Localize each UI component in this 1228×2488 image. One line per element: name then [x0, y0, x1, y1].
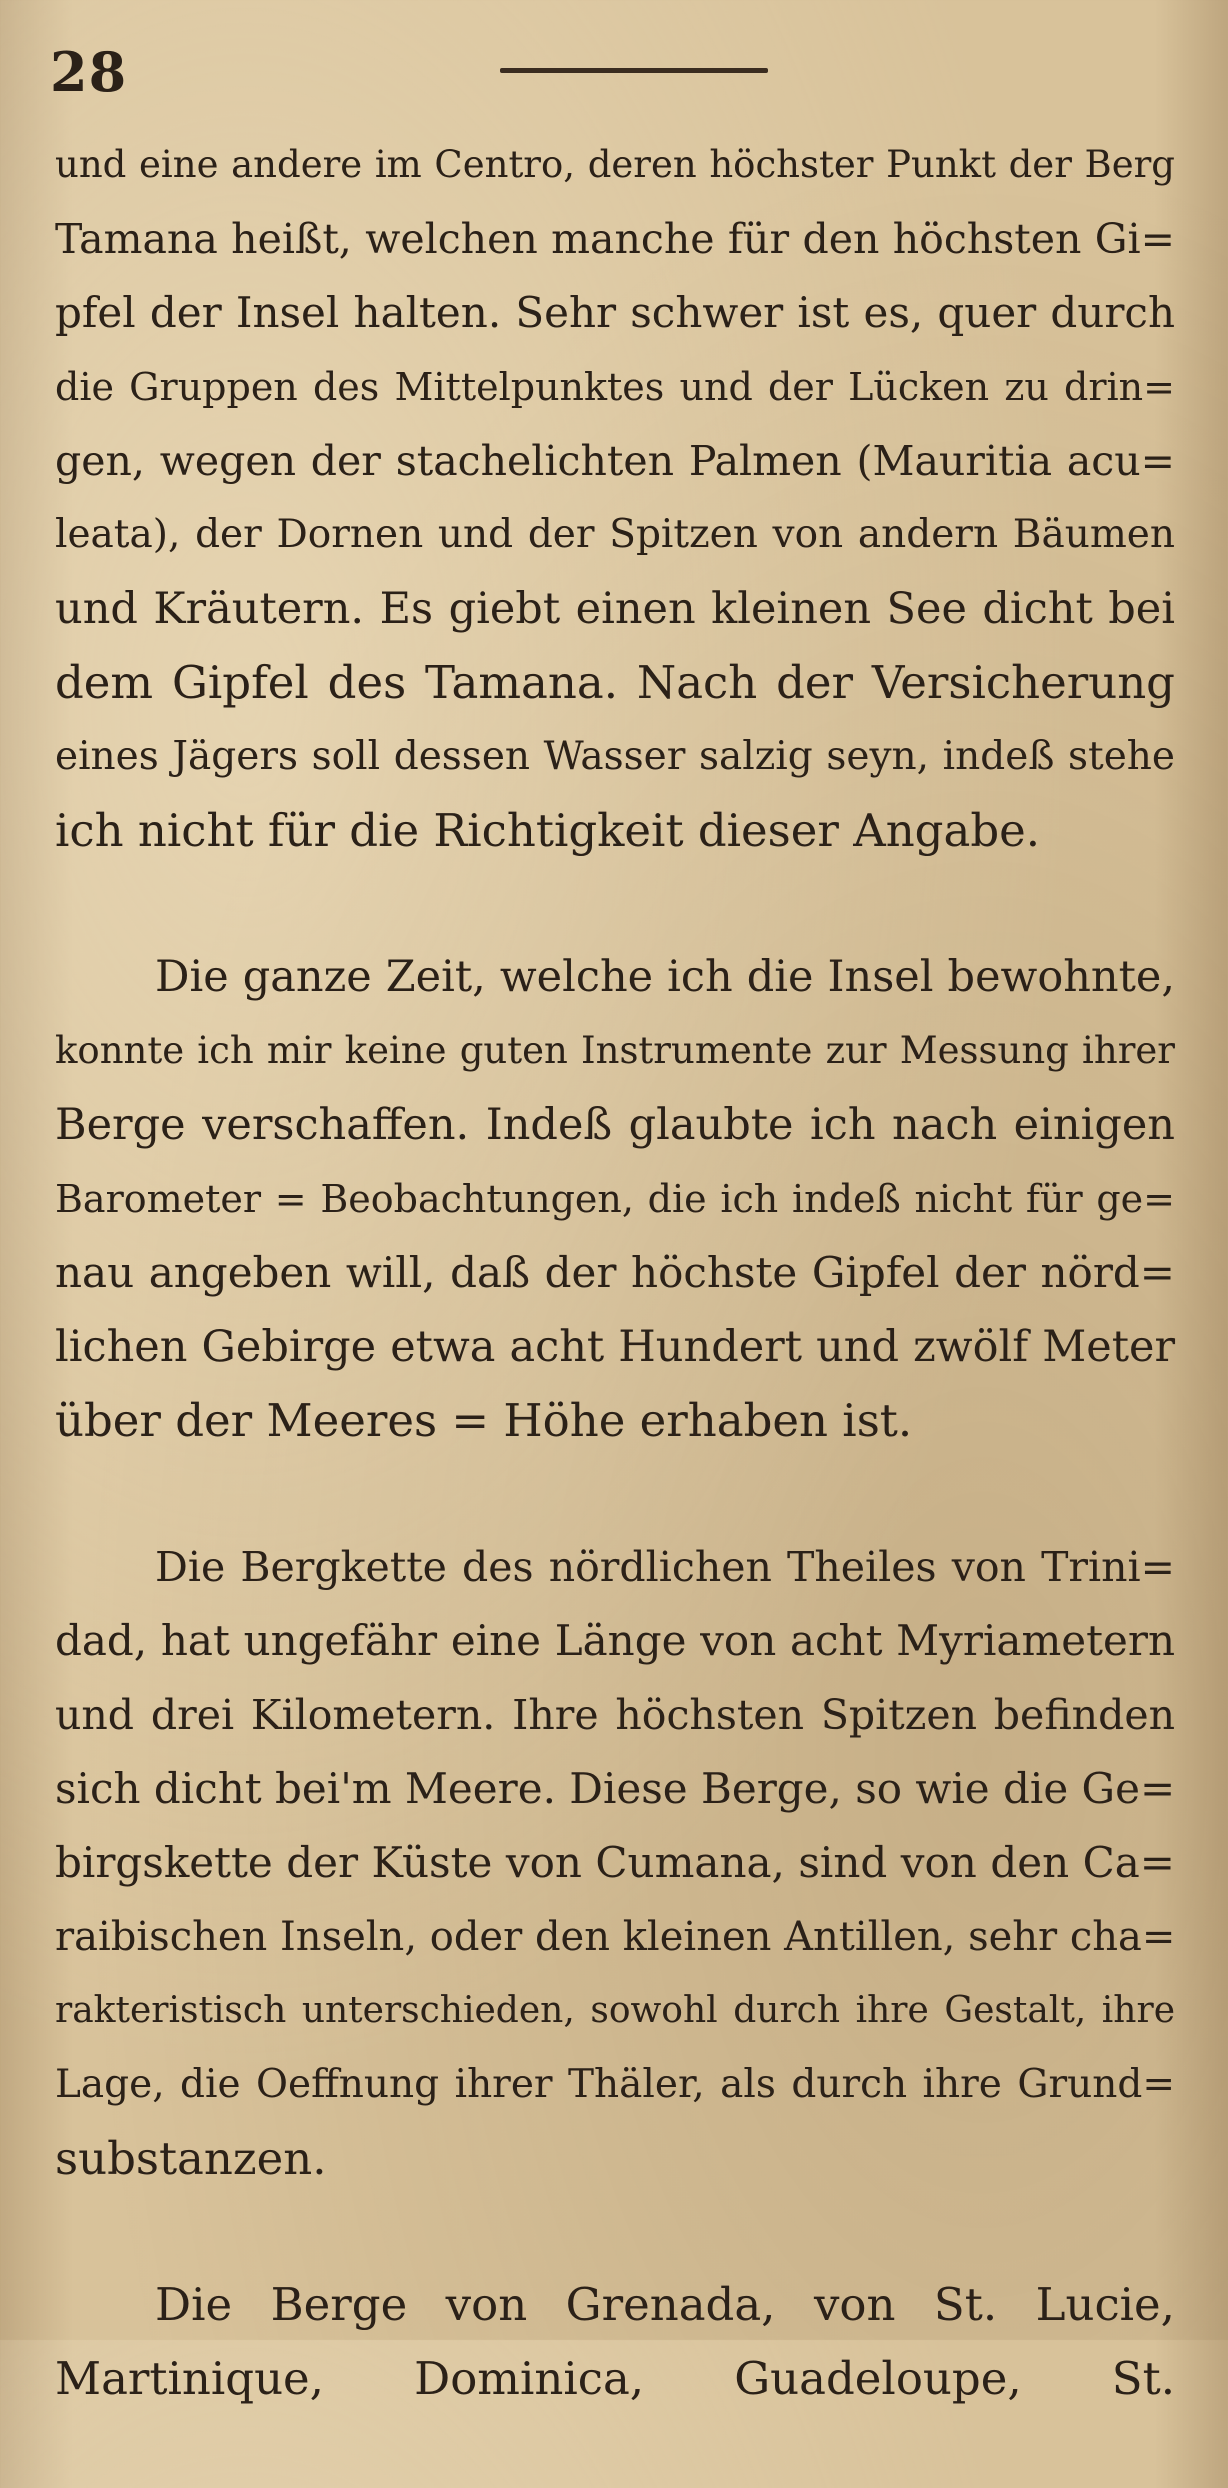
text-line: Die ganze Zeit, welche ich die Insel bewohnte,	[155, 952, 1175, 1002]
text-line: ich nicht für die Richtigkeit dieser Angabe.	[55, 804, 1041, 857]
text-line: lichen Gebirge etwa acht Hundert und zwölf Meter	[55, 1322, 1175, 1372]
text-line: rakteristisch unterschieden, sowohl durch ihre Gestalt, ihre	[55, 1990, 1175, 2031]
text-line: Die Berge von Grenada, von St. Lucie,	[155, 2278, 1175, 2331]
text-line: Barometer = Beobachtungen, die ich indeß nicht für ge=	[55, 1177, 1175, 1221]
text-line: und eine andere im Centro, deren höchster Punkt der Berg	[55, 143, 1175, 186]
page-header	[50, 40, 1170, 104]
body-text	[55, 128, 1175, 2488]
text-line: sich dicht bei'm Meere. Diese Berge, so wie die Ge=	[55, 1764, 1176, 1813]
text-line: nau angeben will, daß der höchste Gipfel der nörd=	[55, 1248, 1175, 1297]
text-line: pfel der Insel halten. Sehr schwer ist es, quer durch	[55, 288, 1175, 337]
text-line: birgskette der Küste von Cumana, sind von den Ca=	[55, 1838, 1175, 1887]
text-line: über der Meeres = Höhe erhaben ist.	[55, 1394, 913, 1447]
text-line: eines Jägers soll dessen Wasser salzig seyn, indeß stehe	[55, 734, 1175, 779]
text-line: Tamana heißt, welchen manche für den höchsten Gi=	[55, 215, 1175, 263]
text-line: Lage, die Oeffnung ihrer Thäler, als durch ihre Grund=	[55, 2062, 1175, 2107]
header-rule	[500, 68, 768, 73]
text-line: und Kräutern. Es giebt einen kleinen See dicht bei	[55, 584, 1175, 634]
paragraph-3	[55, 1530, 1175, 2196]
text-line: substanzen.	[55, 2132, 327, 2185]
paragraph-1	[55, 128, 1175, 868]
paragraph-4	[55, 2268, 1175, 2416]
text-line: Die Bergkette des nördlichen Theiles von Trini=	[155, 1543, 1175, 1591]
text-line: leata), der Dornen und der Spitzen von andern Bäumen	[55, 512, 1175, 557]
text-line: Martinique, Dominica, Guadeloupe, St.	[55, 2352, 1175, 2405]
text-line: konnte ich mir keine guten Instrumente zur Messung ihrer	[55, 1029, 1175, 1072]
text-line: raibischen Inseln, oder den kleinen Antillen, sehr cha=	[55, 1914, 1176, 1960]
text-line: gen, wegen der stachelichten Palmen (Mauritia acu=	[55, 437, 1175, 485]
text-line: und drei Kilometern. Ihre höchsten Spitzen befinden	[55, 1691, 1175, 1739]
paragraph-2	[55, 940, 1175, 1458]
text-line: dad, hat ungefähr eine Länge von acht Myriametern	[55, 1616, 1175, 1665]
text-line: die Gruppen des Mittelpunktes und der Lücken zu drin=	[55, 365, 1175, 409]
page-number: 28	[50, 40, 128, 104]
text-line: Berge verschaffen. Indeß glaubte ich nach einigen	[55, 1100, 1175, 1150]
text-line: dem Gipfel des Tamana. Nach der Versicherung	[55, 656, 1175, 709]
